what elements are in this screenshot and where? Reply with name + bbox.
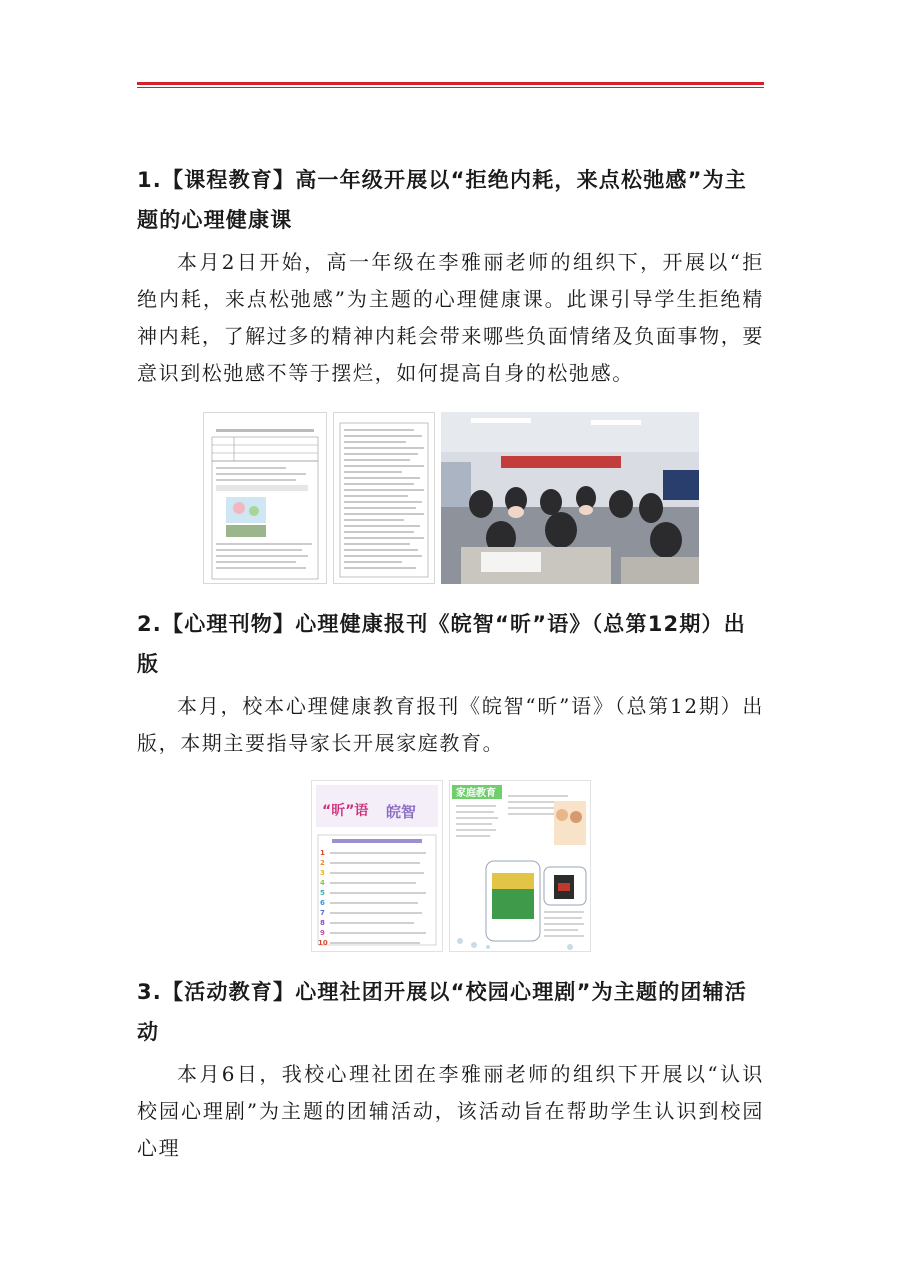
section-1 [137,160,764,392]
section-paragraph: 本月2日开始，高一年级在李雅丽老师的组织下，开展以“拒绝内耗，来点松弛感”为主题的心理健康课。此课引导学生拒绝精神内耗，了解过多的精神内耗会带来哪些负面情绪及负面事物，要意识到松弛感不等于摆烂，如何提高自身的松弛感。 [137,250,764,385]
section-2 [137,604,764,762]
newspaper-layout [312,781,442,951]
figure-row-newspaper [137,780,764,952]
newspaper-title-right: 皖智 [385,803,416,821]
section-paragraph: 本月，校本心理健康教育报刊《皖智“昕”语》（总第12期）出版，本期主要指导家长开展家庭教育。 [137,694,764,755]
newspaper-layout [450,781,590,951]
lesson-plan-sheet [204,413,326,583]
classroom-scene [441,412,699,584]
figure-row-lesson [137,412,764,584]
newspaper-banner: 家庭教育 [455,788,496,799]
list-number: 5 [319,889,325,897]
section-heading: 2.【心理刊物】心理健康报刊《皖智“昕”语》（总第12期）出版 [137,612,746,676]
lesson-plan-image-1 [203,412,327,584]
list-number: 7 [319,909,325,917]
list-number: 2 [319,859,325,867]
list-number: 4 [319,879,325,887]
newspaper-title-left: “昕”语 [321,803,368,819]
lesson-plan-sheet [334,413,434,583]
page-content [137,160,764,1167]
list-number: 6 [319,899,325,907]
list-number: 10 [317,939,328,947]
lesson-plan-image-2 [333,412,435,584]
newspaper-page-right [449,780,591,952]
list-number: 8 [319,919,325,927]
section-paragraph: 本月6日，我校心理社团在李雅丽老师的组织下开展以“认识校园心理剧”为主题的团辅活动，该活动旨在帮助学生认识到校园心理 [137,1062,764,1160]
newspaper-page-left [311,780,443,952]
section-heading: 1.【课程教育】高一年级开展以“拒绝内耗，来点松弛感”为主题的心理健康课 [137,168,747,232]
list-number: 1 [319,849,325,857]
header-rule-thick [137,82,764,85]
section-heading: 3.【活动教育】心理社团开展以“校园心理剧”为主题的团辅活动 [137,980,747,1044]
list-number: 9 [319,929,325,937]
classroom-photo [441,412,699,584]
section-3 [137,972,764,1167]
list-number: 3 [319,869,325,877]
header-rule-thin [137,87,764,88]
